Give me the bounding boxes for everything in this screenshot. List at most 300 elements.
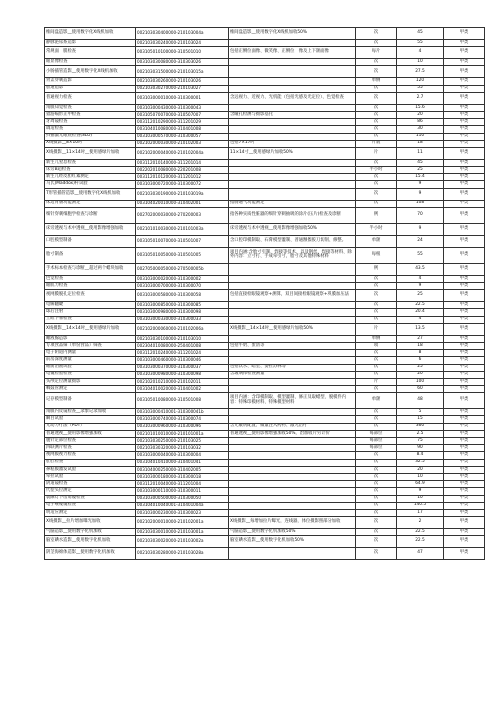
unit-cell: 次 bbox=[356, 488, 397, 495]
unit-cell: 次 bbox=[356, 111, 397, 118]
item-description-cell bbox=[229, 316, 356, 323]
unit-cell: 片 bbox=[356, 378, 397, 385]
item-code-cell: 002102010210000-210102011 bbox=[136, 378, 229, 385]
insurance-class-cell: 甲类 bbox=[444, 188, 485, 200]
insurance-class-cell: 甲类 bbox=[444, 350, 485, 357]
insurance-class-cell: 甲类 bbox=[444, 335, 485, 342]
item-name-cell: 口腔模型制备 bbox=[45, 235, 136, 247]
unit-cell: 次 bbox=[356, 174, 397, 181]
item-description-cell bbox=[229, 495, 356, 502]
item-description-cell: X线摄影__每增加拉片曝光，连线器，体位摄影照部分加收 bbox=[229, 517, 356, 529]
item-description-cell bbox=[229, 159, 356, 166]
item-code-cell: 003105010050000-310501005 bbox=[136, 247, 229, 263]
table-row bbox=[45, 188, 485, 200]
item-code-cell: 003103000980000-310300098 bbox=[136, 371, 229, 378]
item-description-cell: 包括7×17吋 bbox=[229, 140, 356, 147]
item-code-cell: 003112010120000-311201012 bbox=[136, 174, 229, 181]
item-code-cell: 003103000040000-310300004 bbox=[136, 452, 229, 459]
unit-cell: 例 bbox=[356, 263, 397, 275]
price-cell: 60 bbox=[397, 386, 444, 393]
table-row bbox=[45, 200, 485, 207]
unit-cell: 次 bbox=[356, 66, 397, 78]
insurance-class-cell: 甲类 bbox=[444, 466, 485, 473]
item-description-cell bbox=[229, 509, 356, 516]
item-code-cell: 002102000060000-210102006a bbox=[136, 323, 229, 335]
insurance-class-cell: 甲类 bbox=[444, 445, 485, 452]
table-row bbox=[45, 409, 485, 416]
insurance-class-cell: 甲类 bbox=[444, 517, 485, 529]
item-name-cell: 小肠插管造影__使用数字化X线机加收 bbox=[45, 66, 136, 78]
item-description-cell bbox=[229, 59, 356, 66]
item-name-cell: 肾盂穿刺造影 bbox=[45, 78, 136, 85]
insurance-class-cell: 甲类 bbox=[444, 275, 485, 282]
table-row bbox=[45, 430, 485, 437]
item-description-cell bbox=[229, 481, 356, 488]
item-code-cell: 003104020010000-310402001 bbox=[136, 200, 229, 207]
item-name-cell: 代偿头位测定 bbox=[45, 488, 136, 495]
table-row bbox=[45, 111, 485, 118]
table-row bbox=[45, 28, 485, 40]
item-description-cell bbox=[229, 548, 356, 560]
item-name-cell: 脑室碘水造影__使用数字化机加收 bbox=[45, 536, 136, 548]
price-cell: 100 bbox=[397, 378, 444, 385]
insurance-class-cell: 甲类 bbox=[444, 423, 485, 430]
insurance-class-cell: 甲类 bbox=[444, 502, 485, 509]
unit-cell: 次 bbox=[356, 283, 397, 290]
item-description-cell bbox=[229, 66, 356, 78]
insurance-class-cell: 甲类 bbox=[444, 92, 485, 104]
insurance-class-cell: 甲类 bbox=[444, 378, 485, 385]
unit-cell: 每片 bbox=[356, 47, 397, 59]
insurance-class-cell: 甲类 bbox=[444, 167, 485, 174]
item-code-cell: 003103000410001-310300041b bbox=[136, 409, 229, 416]
item-description-cell bbox=[229, 181, 356, 188]
price-cell: 9 bbox=[397, 188, 444, 200]
item-code-cell: 003103000460000-310300046 bbox=[136, 357, 229, 364]
item-name-cell: 阴茎海绵体造影__使用数字化机加收 bbox=[45, 548, 136, 560]
unit-cell: 次 bbox=[356, 181, 397, 188]
price-cell: 18 bbox=[397, 140, 444, 147]
price-cell: 8 bbox=[397, 350, 444, 357]
price-cell: 45 bbox=[397, 28, 444, 40]
table-row bbox=[45, 502, 485, 509]
unit-cell: 单颌 bbox=[356, 235, 397, 247]
price-cell: 64.9 bbox=[397, 481, 444, 488]
unit-cell: 次 bbox=[356, 309, 397, 316]
price-cell: 10 bbox=[397, 59, 444, 66]
table-row bbox=[45, 302, 485, 309]
table-row bbox=[45, 517, 485, 529]
item-code-cell: 003105070070000-310507007 bbox=[136, 111, 229, 118]
item-description-cell: 项目内涵:含胎寸引制、焊接等技术，以及钢丝、焊接等材料、除外内容：立寸打、手成牵引寸，胎寸及其他特殊材料 bbox=[229, 247, 356, 263]
price-cell: 24 bbox=[397, 235, 444, 247]
item-code-cell: 003103000230000-310300023 bbox=[136, 509, 229, 516]
table-row bbox=[45, 309, 485, 316]
item-code-cell: 003112010040000-311201004 bbox=[136, 481, 229, 488]
table-row bbox=[45, 350, 485, 357]
item-description-cell bbox=[229, 126, 356, 133]
table-row bbox=[45, 85, 485, 92]
item-name-cell: 色觉检查 bbox=[45, 275, 136, 282]
unit-cell: 每根 bbox=[356, 247, 397, 263]
price-cell: 13.5 bbox=[397, 323, 444, 335]
unit-cell: 单颌 bbox=[356, 393, 397, 409]
unit-cell: 项 bbox=[356, 342, 397, 349]
table-row bbox=[45, 92, 485, 104]
insurance-class-cell: 甲类 bbox=[444, 548, 485, 560]
table-row bbox=[45, 290, 485, 302]
item-name-cell: 普通透视__使用影像增强加收 bbox=[45, 430, 136, 437]
table-row bbox=[45, 167, 485, 174]
unit-cell: 次 bbox=[356, 119, 397, 126]
insurance-class-cell: 甲类 bbox=[444, 430, 485, 437]
item-name-cell: 椎间盘造影__使用数字化X线机加收 bbox=[45, 28, 136, 40]
item-name-cell: 普通视力检查 bbox=[45, 92, 136, 104]
insurance-class-cell: 甲类 bbox=[444, 111, 485, 118]
table-row bbox=[45, 445, 485, 452]
unit-cell: 次 bbox=[356, 517, 397, 529]
unit-cell: 次 bbox=[356, 364, 397, 371]
item-name-cell: 电解翻睫 bbox=[45, 302, 136, 309]
unit-cell: 次 bbox=[356, 548, 397, 560]
insurance-class-cell: 甲类 bbox=[444, 40, 485, 47]
item-description-cell: 气脑造影__使用数字化机加收50% bbox=[229, 529, 356, 536]
insurance-class-cell: 甲类 bbox=[444, 386, 485, 393]
item-description-cell bbox=[229, 409, 356, 416]
price-cell: 27 bbox=[397, 335, 444, 342]
item-name-cell: 肛肛检查 bbox=[45, 459, 136, 466]
item-description-cell: 包括饮水、暗室、妥拉苏林等 bbox=[229, 364, 356, 371]
item-name-cell: 阴道镜检查 bbox=[45, 481, 136, 488]
unit-cell: 次 bbox=[356, 188, 397, 200]
table-row bbox=[45, 47, 485, 59]
price-cell: 5 bbox=[397, 409, 444, 416]
price-cell: 70 bbox=[397, 207, 444, 223]
unit-cell: 次 bbox=[356, 59, 397, 66]
insurance-class-cell: 甲类 bbox=[444, 509, 485, 516]
item-code-cell: 003112010240000-311201024 bbox=[136, 350, 229, 357]
price-cell: 27.5 bbox=[397, 66, 444, 78]
item-description-cell bbox=[229, 466, 356, 473]
unit-cell: 次 bbox=[356, 423, 397, 430]
price-cell: 360 bbox=[397, 423, 444, 430]
unit-cell: 每部位 bbox=[356, 438, 397, 445]
price-cell: 25 bbox=[397, 167, 444, 174]
price-cell: 22.5 bbox=[397, 529, 444, 536]
item-description-cell bbox=[229, 438, 356, 445]
item-code-cell: 003104010020000-310401002 bbox=[136, 386, 229, 393]
price-cell: 9 bbox=[397, 181, 444, 188]
item-name-cell: 明适应测定 bbox=[45, 509, 136, 516]
item-description-cell bbox=[229, 473, 356, 480]
price-cell: 120 bbox=[397, 78, 444, 85]
unit-cell: 半小时 bbox=[356, 167, 397, 174]
item-description-cell: 指肠通气功能测定 bbox=[229, 200, 356, 207]
unit-cell: 次 bbox=[356, 275, 397, 282]
item-description-cell bbox=[229, 488, 356, 495]
item-code-cell: 003103000850000-310300085 bbox=[136, 302, 229, 309]
price-cell: 22.5 bbox=[397, 302, 444, 309]
unit-cell: 单侧 bbox=[356, 78, 397, 85]
unit-cell: 次 bbox=[356, 133, 397, 140]
price-cell: 55 bbox=[397, 40, 444, 47]
item-description-cell bbox=[229, 357, 356, 364]
table-row bbox=[45, 378, 485, 385]
item-code-cell: 002304010080000-250401008 bbox=[136, 342, 229, 349]
item-description-cell: 含玻璃体检查测量 bbox=[229, 371, 356, 378]
item-description-cell: 脑室碘水造影__使用数字化机加收50% bbox=[229, 536, 356, 548]
unit-cell: 每部位 bbox=[356, 430, 397, 437]
insurance-class-cell: 甲类 bbox=[444, 323, 485, 335]
unit-cell: 次 bbox=[356, 509, 397, 516]
insurance-class-cell: 甲类 bbox=[444, 59, 485, 66]
item-description-cell bbox=[229, 378, 356, 385]
item-code-cell: 002202010080000-220201008 bbox=[136, 167, 229, 174]
table-row bbox=[45, 364, 485, 371]
item-name-cell: 手术标本检查与诊断__超过两个蜡块加收 bbox=[45, 263, 136, 275]
item-code-cell: 003103000960000-310300096 bbox=[136, 423, 229, 430]
unit-cell: 次 bbox=[356, 104, 397, 111]
insurance-class-cell: 甲类 bbox=[444, 104, 485, 111]
table-row bbox=[45, 283, 485, 290]
item-name-cell: X线摄影__11×14吋__使用感绿片加收 bbox=[45, 147, 136, 159]
item-name-cell: T形管插管造影__使用数字化X线机加收 bbox=[45, 188, 136, 200]
item-description-cell: 床旁透视与术中透视__使用影像增强加收50% bbox=[229, 223, 356, 235]
price-cell: 47 bbox=[397, 548, 444, 560]
insurance-class-cell: 甲类 bbox=[444, 495, 485, 502]
item-name-cell: 电子阴道内测量 bbox=[45, 350, 136, 357]
item-code-cell: 003103000370000-310300037 bbox=[136, 364, 229, 371]
table-row bbox=[45, 140, 485, 147]
item-description-cell bbox=[229, 452, 356, 459]
unit-cell: 片数 bbox=[356, 140, 397, 147]
item-name-cell: 新生儿经皮胆红素测定 bbox=[45, 174, 136, 181]
insurance-class-cell: 甲类 bbox=[444, 235, 485, 247]
price-cell: 15.6 bbox=[397, 104, 444, 111]
item-name-cell: 睡液腺造影 bbox=[45, 335, 136, 342]
price-cell: 18 bbox=[397, 342, 444, 349]
item-code-cell: 002103030010000-210103001a bbox=[136, 529, 229, 536]
price-cell: 20 bbox=[397, 111, 444, 118]
insurance-class-cell: 甲类 bbox=[444, 140, 485, 147]
item-description-cell bbox=[229, 309, 356, 316]
item-description-cell: 含光敏剂配置、微量注入药物、激光治疗 bbox=[229, 423, 356, 430]
insurance-class-cell: 甲类 bbox=[444, 247, 485, 263]
item-description-cell bbox=[229, 40, 356, 47]
item-code-cell: 002103030320000-210103032 bbox=[136, 445, 229, 452]
item-code-cell: 002103030400000-210103004a bbox=[136, 28, 229, 40]
item-name-cell: 记存模型制备 bbox=[45, 393, 136, 409]
table-row bbox=[45, 247, 485, 263]
table-row bbox=[45, 119, 485, 126]
item-description-cell bbox=[229, 302, 356, 309]
unit-cell: 片 bbox=[356, 323, 397, 335]
item-code-cell: 002103030280000-210103028a bbox=[136, 548, 229, 560]
price-cell: 90 bbox=[397, 445, 444, 452]
price-cell: 22.5 bbox=[397, 536, 444, 548]
insurance-class-cell: 甲类 bbox=[444, 147, 485, 159]
item-description-cell bbox=[229, 174, 356, 181]
insurance-class-cell: 甲类 bbox=[444, 283, 485, 290]
item-description-cell bbox=[229, 78, 356, 85]
insurance-class-cell: 甲类 bbox=[444, 126, 485, 133]
item-code-cell: 003103000110000-310300011 bbox=[136, 488, 229, 495]
item-code-cell: 003103000180000-310300018 bbox=[136, 473, 229, 480]
item-code-cell: 003104010040001-310401004a bbox=[136, 502, 229, 509]
item-name-cell: 眼前泪液试验 bbox=[45, 364, 136, 371]
item-name-cell: 裂隙灯下房角镜检查 bbox=[45, 495, 136, 502]
unit-cell: 次 bbox=[356, 371, 397, 378]
table-row bbox=[45, 452, 485, 459]
insurance-class-cell: 甲类 bbox=[444, 302, 485, 309]
item-description-cell bbox=[229, 335, 356, 342]
table-row bbox=[45, 536, 485, 548]
price-cell: 15 bbox=[397, 416, 444, 423]
fee-table bbox=[44, 27, 485, 560]
item-name-cell: 鼻粘膜激发试验 bbox=[45, 466, 136, 473]
item-name-cell: X线摄影__拉片增加曝光加收 bbox=[45, 517, 136, 529]
table-row bbox=[45, 59, 485, 66]
price-cell: 55 bbox=[397, 85, 444, 92]
item-description-cell: 普通透视__使用影像增强加收50%，治加收片另计价 bbox=[229, 430, 356, 437]
price-cell: 20.4 bbox=[397, 309, 444, 316]
insurance-class-cell: 甲类 bbox=[444, 159, 485, 166]
item-name-cell: 咽鼓管测定 bbox=[45, 386, 136, 393]
item-code-cell: 002103030270000-210103027 bbox=[136, 85, 229, 92]
item-description-cell bbox=[229, 502, 356, 509]
insurance-class-cell: 甲类 bbox=[444, 416, 485, 423]
item-name-cell: 前房深度测量 bbox=[45, 357, 136, 364]
item-code-cell: 003103000430000-310300043 bbox=[136, 104, 229, 111]
unit-cell: 次 bbox=[356, 357, 397, 364]
item-name-cell: 扫描激光眼底检查(SLO) bbox=[45, 133, 136, 140]
item-name-cell: 视网膜脱孔定位检查 bbox=[45, 290, 136, 302]
item-description-cell: 11×14寸__使用感绿片加收50% bbox=[229, 147, 356, 159]
item-name-cell: 床旁透视与术中透视__使用影像增强加收 bbox=[45, 223, 136, 235]
item-name-cell: 牙周镜检查 bbox=[45, 119, 136, 126]
item-code-cell: 002103030100000-210103010 bbox=[136, 335, 229, 342]
price-cell: 17 bbox=[397, 509, 444, 516]
item-name-cell: 调适检查 bbox=[45, 126, 136, 133]
item-code-cell: 003104000250000-310402005 bbox=[136, 466, 229, 473]
table-row bbox=[45, 223, 485, 235]
item-name-cell: 静脉泌尿系造影 bbox=[45, 40, 136, 47]
item-name-cell: 床旁B超检查 bbox=[45, 167, 136, 174]
table-row bbox=[45, 335, 485, 342]
insurance-class-cell: 甲类 bbox=[444, 207, 485, 223]
table-row bbox=[45, 481, 485, 488]
price-cell: 11 bbox=[397, 147, 444, 159]
price-cell: 6 bbox=[397, 357, 444, 364]
table-row bbox=[45, 509, 485, 516]
unit-cell: 次 bbox=[356, 126, 397, 133]
unit-cell: 次 bbox=[356, 92, 397, 104]
price-cell: 15.4 bbox=[397, 174, 444, 181]
item-code-cell: 002705000050000-270500005b bbox=[136, 263, 229, 275]
table-row bbox=[45, 488, 485, 495]
price-cell: 8.4 bbox=[397, 452, 444, 459]
insurance-class-cell: 甲类 bbox=[444, 181, 485, 188]
table-row bbox=[45, 357, 485, 364]
item-code-cell: 002702000030000-270200003 bbox=[136, 207, 229, 223]
item-description-cell: X线摄影__14×14吋__使用感绿片加收50% bbox=[229, 323, 356, 335]
table-row bbox=[45, 263, 485, 275]
insurance-class-cell: 甲类 bbox=[444, 133, 485, 140]
item-description-cell bbox=[229, 104, 356, 111]
insurance-class-cell: 甲类 bbox=[444, 438, 485, 445]
unit-cell: 次 bbox=[356, 529, 397, 536]
item-code-cell: 003103030080000-310303026 bbox=[136, 59, 229, 66]
unit-cell: 半小时 bbox=[356, 223, 397, 235]
item-code-cell: 003103000580000-310300058 bbox=[136, 290, 229, 302]
unit-cell: 次 bbox=[356, 159, 397, 166]
table-row bbox=[45, 133, 485, 140]
item-description-cell: 包括牛奶、蛋清等 bbox=[229, 342, 356, 349]
unit-cell: 次 bbox=[356, 452, 397, 459]
insurance-class-cell: 甲类 bbox=[444, 481, 485, 488]
unit-cell: 单侧 bbox=[356, 335, 397, 342]
item-description-cell bbox=[229, 283, 356, 290]
table-row bbox=[45, 235, 485, 247]
item-code-cell: 003112010290000-311201029 bbox=[136, 119, 229, 126]
item-name-cell: 视网膜视力检查 bbox=[45, 452, 136, 459]
item-name-cell: 眼肌力检查 bbox=[45, 283, 136, 290]
table-row bbox=[45, 466, 485, 473]
item-code-cell: 002102000030000-210102003 bbox=[136, 140, 229, 147]
table-row bbox=[45, 548, 485, 560]
item-name-cell: X线摄影__14×14吋__使用感绿片加收 bbox=[45, 323, 136, 335]
item-name-cell: 光动力疗法（PDT） bbox=[45, 423, 136, 430]
table-row bbox=[45, 159, 485, 166]
price-cell: 108 bbox=[397, 200, 444, 207]
price-cell: 110 bbox=[397, 133, 444, 140]
insurance-class-cell: 甲类 bbox=[444, 488, 485, 495]
item-description-cell bbox=[229, 263, 356, 275]
item-name-cell: 电子喉窥镜检查 bbox=[45, 502, 136, 509]
price-cell: 140.5 bbox=[397, 502, 444, 509]
item-code-cell: 003105010080000-310501008 bbox=[136, 393, 229, 409]
price-cell: 20 bbox=[397, 371, 444, 378]
table-row bbox=[45, 147, 485, 159]
item-code-cell: 002102000010000-210102001a bbox=[136, 517, 229, 529]
price-cell: 25 bbox=[397, 290, 444, 302]
item-name-cell: 常规面 膜检查 bbox=[45, 47, 136, 59]
item-name-cell: 上睑下垂检查 bbox=[45, 316, 136, 323]
insurance-class-cell: 甲类 bbox=[444, 316, 485, 323]
item-description-cell bbox=[229, 386, 356, 393]
price-cell: 2 bbox=[397, 517, 444, 529]
table-row bbox=[45, 181, 485, 188]
unit-cell: 次 bbox=[356, 409, 397, 416]
unit-cell: 次 bbox=[356, 416, 397, 423]
item-code-cell: 003105010100000-310501010 bbox=[136, 47, 229, 59]
item-code-cell: 002103031500000-210103015a bbox=[136, 66, 229, 78]
insurance-class-cell: 甲类 bbox=[444, 459, 485, 466]
table-row bbox=[45, 174, 485, 181]
item-description-cell: 项目内涵：含印模制取、模型灌制、修正及取蜡型、脱模件内容：特殊印模材料、特殊模型材料 bbox=[229, 393, 356, 409]
unit-cell: 次 bbox=[356, 386, 397, 393]
item-name-cell: 马氏(Maddox)杆试验 bbox=[45, 181, 136, 188]
table-row bbox=[45, 126, 485, 133]
item-name-cell: 胆道造影 bbox=[45, 85, 136, 92]
insurance-class-cell: 甲类 bbox=[444, 85, 485, 92]
table-row bbox=[45, 371, 485, 378]
insurance-class-cell: 甲类 bbox=[444, 409, 485, 416]
item-code-cell: 003103000720000-310300072 bbox=[136, 181, 229, 188]
table-row bbox=[45, 386, 485, 393]
item-description-cell: 包括正侧位面像、微笑像、正侧位 像及上下颌面像 bbox=[229, 47, 356, 59]
insurance-class-cell: 甲类 bbox=[444, 364, 485, 371]
